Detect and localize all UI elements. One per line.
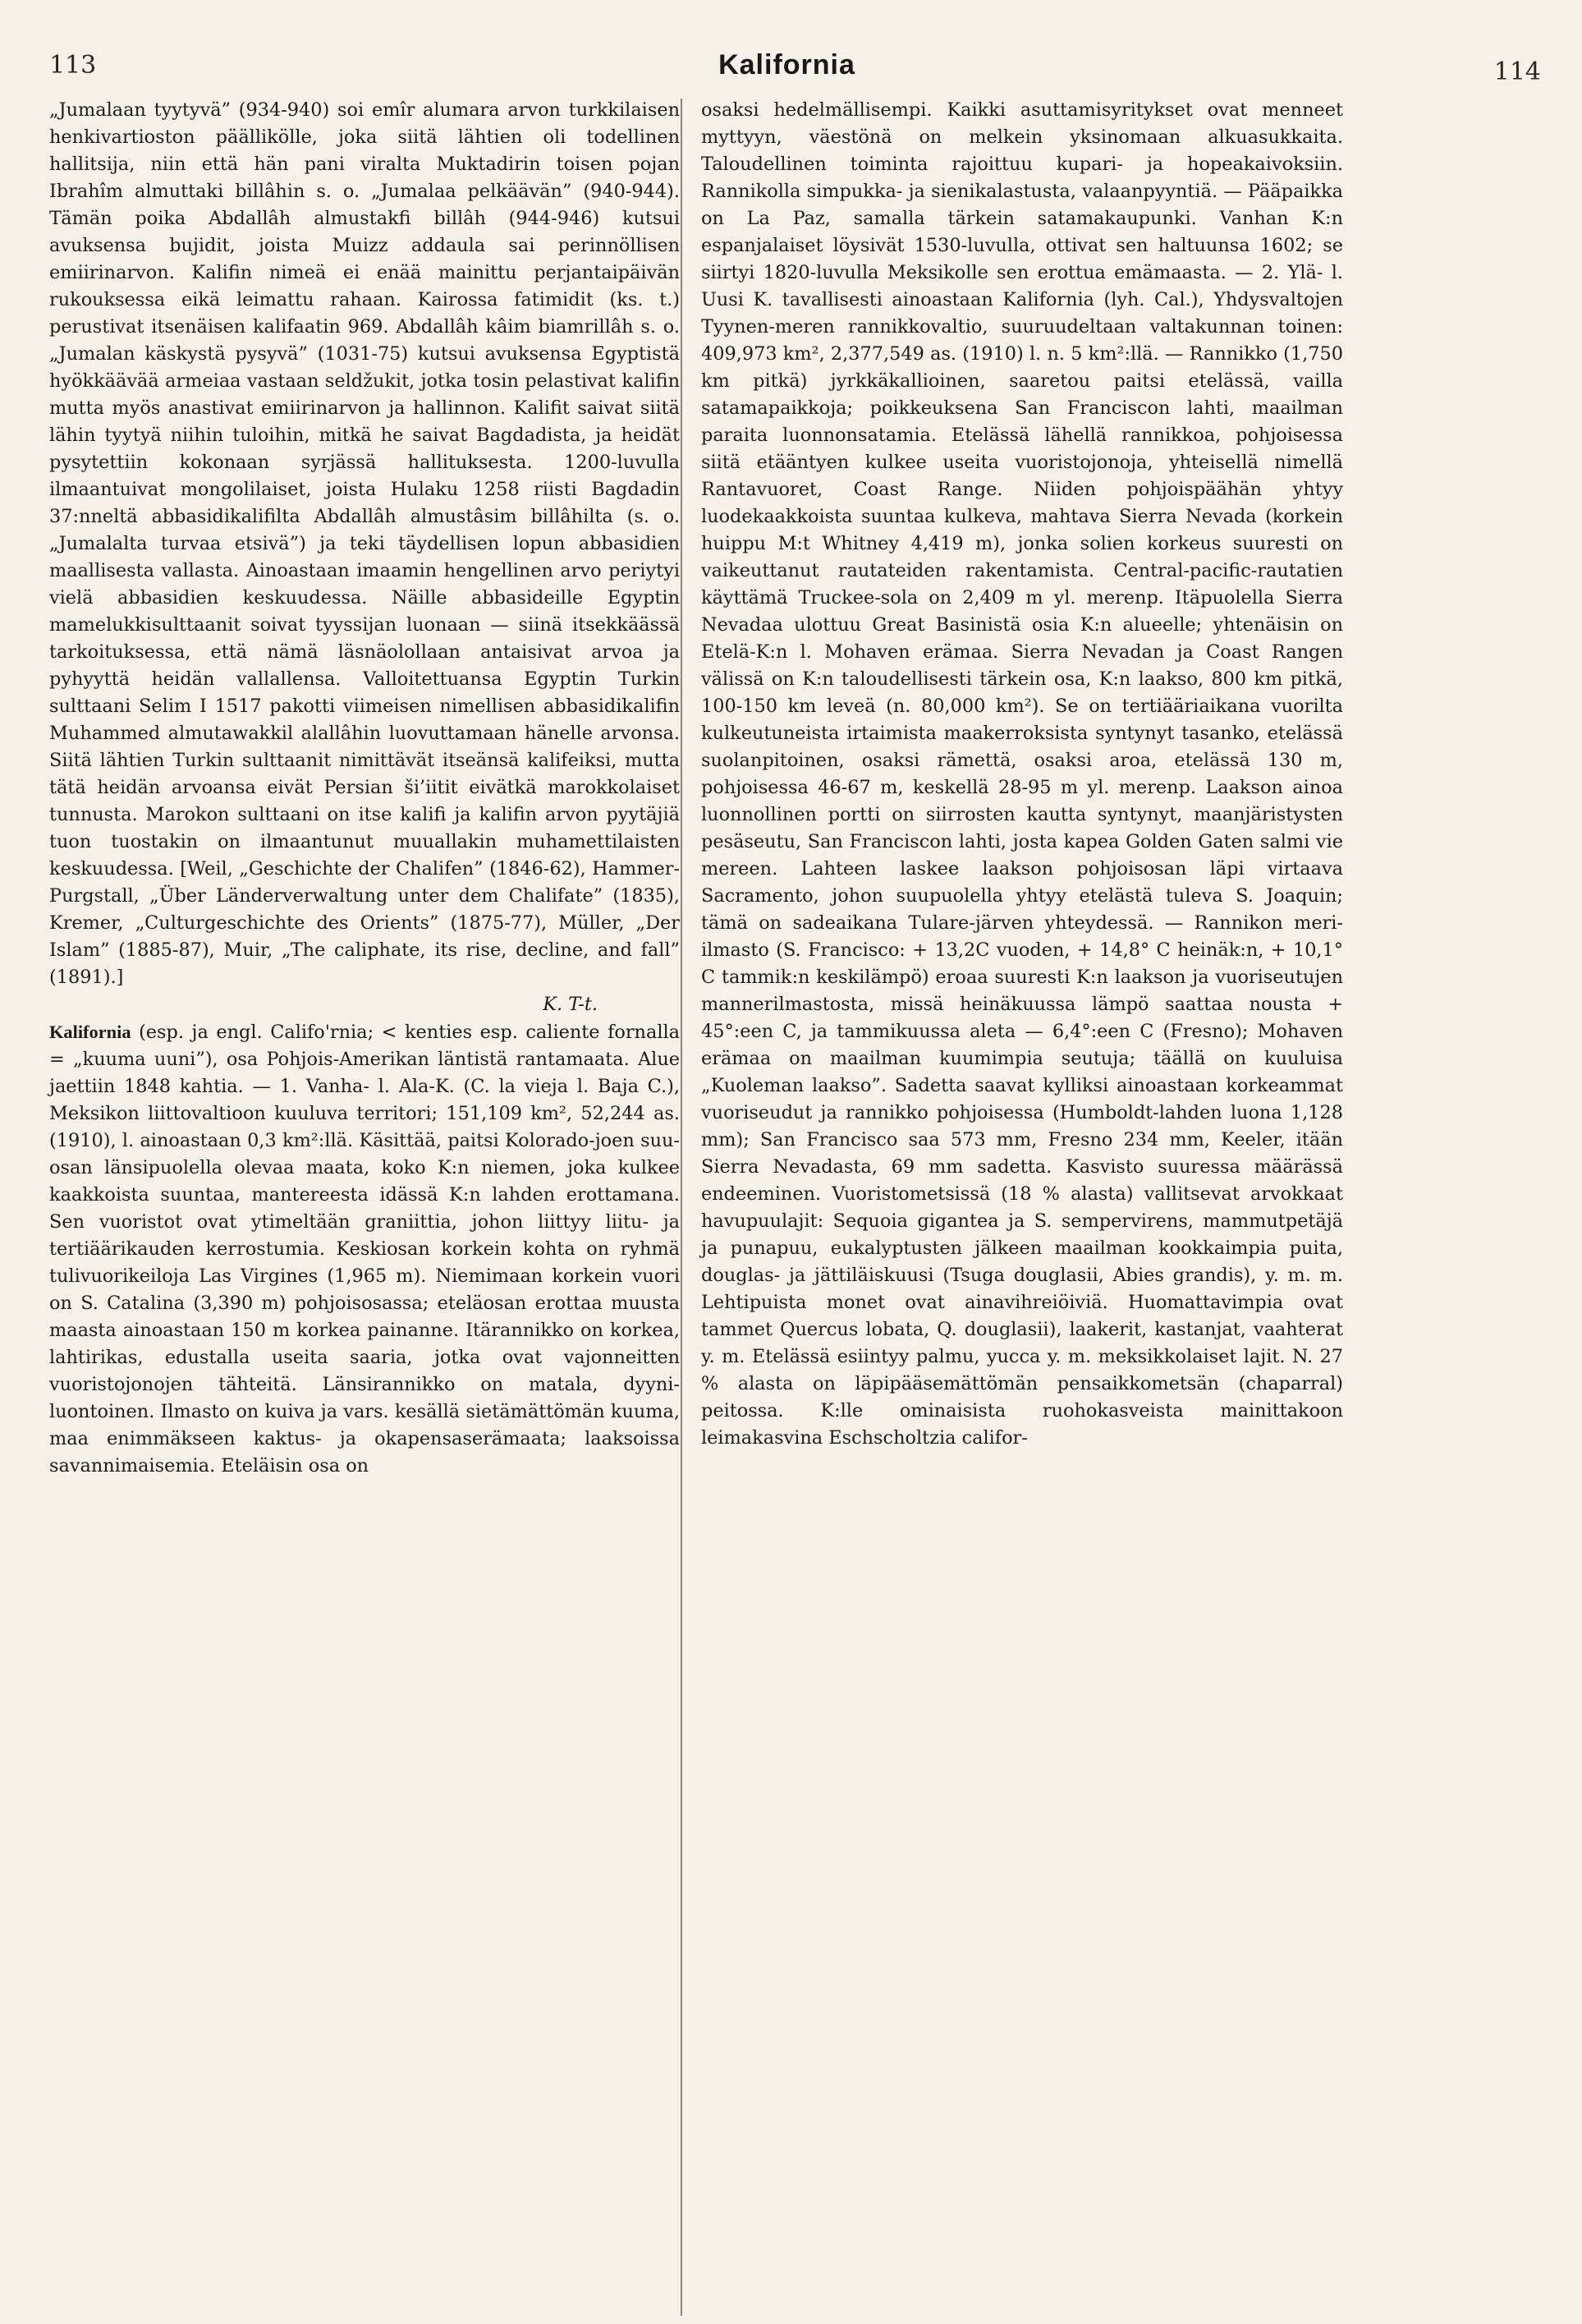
column-divider xyxy=(681,99,682,2316)
left-paragraph-abbasids: „Jumalaan tyytyvä” (934-940) soi emîr alumara arvon turkkilaisen henkivartioston päällikölle, joka siitä lähtien oli todellinen hallitsija, niin että hän pani viralta Muktadirin toisen pojan Ibrahîm almuttaki billâhin s. o. „Jumalaa pelkäävän” (940-944). Tämän poika Abdallâh almustakfi billâh (944-946) kutsui avuksensa bujidit, joista Muizz addaula sai perinnöllisen emiirinarvon. Kalifin nimeä ei enää mainittu perjantaipäivän rukouksessa eikä leimattu rahaan. Kairossa fatimidit (ks. t.) perustivat itsenäisen kalifaatin 969. Abdallâh kâim biamrillâh s. o. „Jumalan käskystä pysyvä” (1031-75) kutsui avuksensa Egyptistä hyökkäävää armeiaa vastaan seldžukit, jotka tosin pelastivat kalifin mutta myös anastivat emiirinarvon ja hallinnon. Kalifit saivat siitä lähin tyytyä niihin tuloihin, mitkä he saivat Bagdadista, ja heidät pysytettiin kokonaan syrjässä hallituksesta. 1200-luvulla ilmaantuivat mongolilaiset, joista Hulaku 1258 riisti Bagdadin 37:nneltä abbasidikalifilta Abdallâh almustâsim billâhilta (s. o. „Jumalalta turvaa etsivä”) ja teki täydellisen lopun abbasidien maallisesta vallasta. Ainoastaan imaamin hengellinen arvo periytyi vielä abbasidien keskuudessa. Näille abbasideille Egyptin mamelukkisulttaanit soivat tyyssijan luonaan — siinä itsekkäässä tarkoituksessa, että nämä läsnäolollaan antaisivat arvoa ja pyhyyttä heidän vallallensa. Valloitettuansa Egyptin Turkin sulttaani Selim I 1517 pakotti viimeisen nimellisen abbasidikalifin Muhammed almutawakkil alallâhin luovuttamaan hänelle arvonsa. Siitä lähtien Turkin sulttaanit nimittävät itseänsä kalifeiksi, mutta tätä heidän arvoansa eivät Persian ši’iitit eivätkä marokkolaiset tunnusta. Marokon sulttaani on itse kalifi ja kalifin arvon pyytäjiä tuon tuostakin on ilmaantunut muuallakin muhamettilaisten keskuudessa. [Weil, „Geschichte der Chalifen” (1846-62), Hammer-Purgstall, „Über Länderverwaltung unter dem Chalifate” (1835), Kremer, „Culturgeschichte des Orients” (1875-77), Müller, „Der Islam” (1885-87), Muir, „The caliphate, its rise, decline, and fall” (1891).] xyxy=(49,99,680,988)
entry-body: (esp. ja engl. Califo'rnia; < kenties esp. caliente fornalla = „kuuma uuni”), osa Pohjois-Amerikan läntistä rantamaata. Alue jaettiin 1848 kahtia. — 1. Vanha- l. Ala-K. (C. la vieja l. Baja C.), Meksikon liittovaltioon kuuluva territori; 151,109 km², 52,244 as. (1910), l. ainoastaan 0,3 km²:llä. Käsittää, paitsi Kolorado-joen suu-osan länsipuolella olevaa maata, koko K:n niemen, joka kulkee kaakkoista suuntaa, mantereesta idässä K:n lahden erottamana. Sen vuoristot ovat ytimeltään graniittia, johon liittyy liitu- ja tertiäärikauden kerrostumia. Keskiosan korkein kohta on ryhmä tulivuorikeiloja Las Virgines (1,965 m). Niemimaan korkein vuori on S. Catalina (3,390 m) pohjoisosassa; eteläosan erottaa muusta maasta ainoastaan 150 m korkea painanne. Itärannikko on korkea, lahtirikas, edustalla useita saaria, jotka ovat vajonneitten vuoristojonojen tähteitä. Länsirannikko on matala, dyyni-luontoinen. Ilmasto on kuiva ja vars. kesällä sietämättömän kuuma, maa enimmäkseen kaktus- ja okapensaserämaata; laaksoissa savannimaisemia. Eteläisin osa on xyxy=(49,1022,680,1477)
author-signature: K. T-t. xyxy=(543,994,598,1015)
right-paragraph: osaksi hedelmällisempi. Kaikki asuttamisyritykset ovat menneet myttyyn, väestönä on melkein yksinomaan alkuasukkaita. Taloudellinen toiminta rajoittuu kupari- ja hopeakaivoksiin. Rannikolla simpukka- ja sienikalastusta, valaanpyyntiä. — Pääpaikka on La Paz, samalla tärkein satamakaupunki. Vanhan K:n espanjalaiset löysivät 1530-luvulla, ottivat sen haltuunsa 1602; se siirtyi 1820-luvulla Meksikolle sen erottua emämaasta. — 2. Ylä- l. Uusi K. tavallisesti ainoastaan Kalifornia (lyh. Cal.), Yhdysvaltojen Tyynen-meren rannikkovaltio, suuruudeltaan valtakunnan toinen: 409,973 km², 2,377,549 as. (1910) l. n. 5 km²:llä. — Rannikko (1,750 km pitkä) jyrkkäkallioinen, saaretou paitsi etelässä, vailla satamapaikkoja; poikkeuksena San Franciscon lahti, maailman paraita luonnonsatamia. Etelässä lähellä rannikkoa, pohjoisessa siitä etääntyen kulkee useita vuoristojonoja, yhteisellä nimellä Rantavuoret, Coast Range. Niiden pohjoispäähän yhtyy luodekaakkoista suuntaa kulkeva, mahtava Sierra Nevada (korkein huippu M:t Whitney 4,419 m), jonka solien korkeus suuresti on vaikeuttanut rautateiden rakentamista. Central-pacific-rautatien käyttämä Truckee-sola on 2,409 m yl. merenp. Itäpuolella Sierra Nevadaa ulottuu Great Basinistä osia K:n alueelle; yhtenäisin on Etelä-K:n l. Mohaven erämaa. Sierra Nevadan ja Coast Rangen välissä on K:n taloudellisesti tärkein osa, K:n laakso, 800 km pitkä, 100-150 km leveä (n. 80,000 km²). Se on tertiääriaikana vuorilta kulkeutuneista irtaimista maakerroksista syntynyt tasanko, etelässä suolanpitoinen, osaksi rämettä, osaksi aroa, etelässä 130 m, pohjoisessa 46-67 m, keskellä 28-95 m yl. merenp. Laakson ainoa luonnollinen portti on siirrosten kautta syntynyt, maanjäristysten pesäseutu, San Franciscon lahti, josta kapea Golden Gaten salmi vie mereen. Lahteen laskee laakson pohjoisosan läpi virtaava Sacramento, johon suupuolella yhtyy etelästä tuleva S. Joaquin; tämä on sadeaikana Tulare-järven yhteydessä. — Rannikon meri-ilmasto (S. Francisco: + 13,2C vuoden, + 14,8° C heinäk:n, + 10,1° C tammik:n keskilämpö) eroaa suuresti K:n laakson ja vuoriseutujen mannerilmastosta, missä heinäkuussa lämpö saattaa nousta + 45°:een C, ja tammikuussa aleta — 6,4°:een C (Fresno); Mohaven erämaa on maailman kuumimpia seutuja; täällä on kuuluisa „Kuoleman laakso”. Sadetta saavat kylliksi ainoastaan korkeammat vuoriseudut ja rannikko pohjoisessa (Humboldt-lahden luona 1,128 mm); San Francisco saa 573 mm, Fresno 234 mm, Keeler, itään Sierra Nevadasta, 69 mm sadetta. Kasvisto suuressa määrässä endeeminen. Vuoristometsissä (18 % alasta) vallitsevat arvokkaat havupuulajit: Sequoia gigantea ja S. sempervirens, mammutpetäjä ja punapuu, eukalyptusten jälkeen maailman kookkaimpia puita, douglas- ja jättiläiskuusi (Tsuga douglasii, Abies grandis), y. m. m. Lehtipuista monet ovat ainavihreiöiviä. Huomattavimpia ovat tammet Quercus lobata, Q. douglasii), laakerit, kastanjat, vaahterat y. m. Etelässä esiintyy palmu, yucca y. m. meksikkolaiset lajit. N. 27 % alasta on läpipääsemättömän pensaikkometsän (chaparral) peitossa. K:lle ominaisista ruohokasveista mainittakoon leimakasvina Eschscholtzia califor- xyxy=(701,99,1343,1449)
entry-kalifornia xyxy=(49,1018,680,1480)
left-column xyxy=(49,97,680,1480)
page-header xyxy=(33,0,1541,86)
right-column xyxy=(701,97,1343,1452)
running-title: Kalifornia xyxy=(718,49,855,80)
page-number-left: 113 xyxy=(49,51,97,80)
entry-headword: Kalifornia xyxy=(49,1022,131,1042)
page-number-right: 114 xyxy=(1493,57,1541,86)
